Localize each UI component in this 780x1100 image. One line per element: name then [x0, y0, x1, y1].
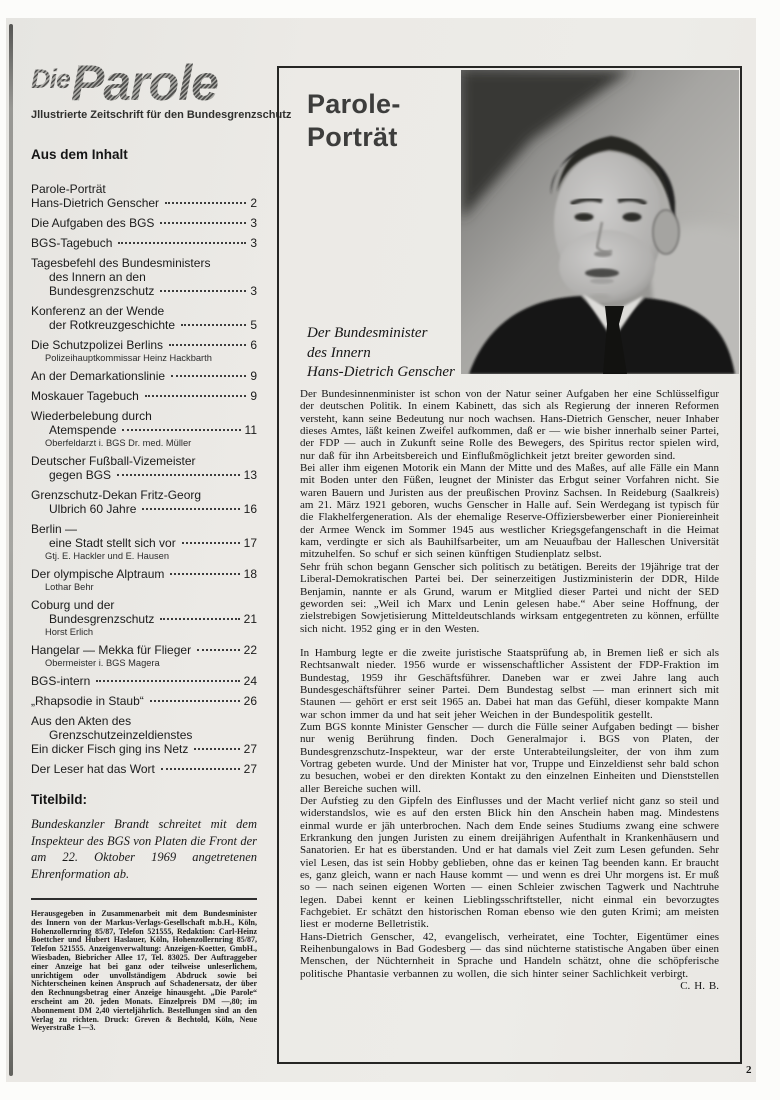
logo-parole: Parole: [71, 55, 218, 111]
article-paragraph: Der Bundesinnenminister ist schon von der Natur seiner Aufgaben her eine Schlüsselfigur der deutschen Politik. In einem Kabinett, das sich als Regierung der inneren Reformen versteht, kann seine Bedeutung nur noch wachsen. Hans-Dietrich Genscher, neuer Inhaber dieses Amtes, läßt keinen Zweifel aufkommen, daß er — wie bisher innerhalb seiner Partei, der FDP — auch in Zukunft seine Rolle des Bewegers, des Spiritus rector spielen wird, nur daß für ihn Arbeitsbereich und Einflußmöglichkeit jetzt breiter geworden sind.: [300, 388, 719, 462]
article-title-line2: Porträt: [307, 122, 398, 152]
toc-entry: [31, 369, 257, 383]
toc-entry-author: Gtj. E. Hackler und E. Hausen: [45, 551, 170, 561]
dot-leader: [170, 573, 239, 575]
magazine-logo: [31, 55, 292, 121]
article-paragraph: Hans-Dietrich Genscher, 42, evangelisch, verheiratet, eine Tochter, Eigentümer eines Reihenbungalows in Bad Godesberg — das sind nüchterne statistische Angaben über einen Menschen, der Nüchternheit in Sprache und Handeln schätzt, ohne die schöpferische politische Phantasie verbannen zu wollen, die sich hinter seiner Sachlichkeit verbirgt. C. H. B.: [300, 930, 719, 993]
toc-entry-line: Ulbrich 60 Jahre 16: [49, 502, 257, 516]
toc-entry: [31, 338, 257, 363]
toc-entry-line: Konferenz an der Wende: [31, 304, 165, 318]
toc-heading: Aus dem Inhalt: [31, 147, 128, 162]
dot-leader: [182, 542, 240, 544]
article-paragraph: Zum BGS konnte Minister Genscher — durch die Fülle seiner Aufgaben bedingt — bisher nur wenig Berührung finden. Doch Generalmajor i. BGS von Platen, der Bundesgrenzschutz-Inspekteur, war der erste Unterabteilungsleiter, der von ihm zum Vortrag gebeten wurde. Und der Minister hat vor, Truppe und Einzeldienst sehr bald schon zu besuchen, wobei er den direkten Kontakt zu den einzelnen Einheiten und Dienststellen aller Bereiche suchen will.: [300, 720, 719, 795]
toc-entry: [31, 598, 257, 637]
toc-page-number: 3: [250, 236, 257, 250]
toc-page-number: 11: [244, 423, 257, 437]
toc-entry: [31, 409, 257, 448]
toc-entry-line: der Rotkreuzgeschichte 5: [49, 318, 257, 332]
toc-entry-line: gegen BGS 13: [49, 468, 257, 482]
toc-page-number: 22: [243, 643, 257, 657]
toc-page-number: 13: [243, 468, 257, 482]
article-paragraph: Sehr früh schon begann Genscher sich politisch zu betätigen. Bereits der 19jährige trat der Liberal-Demokratischen Partei bei. Der seinerzeitigen Justizministerin der DDR, Hilde Benjamin, nannte er als Grund, warum er Mitglied dieser Partei und nicht der SED geworden sei: „Weil ich Marx und Lenin gelesen habe.“ Aber seine Hoffnung, der zielstrebigen Sowjetisierung Mitteldeutschlands wirksam entgegentreten zu können, erfüllte sich nicht. 1952 ging er in den Westen.: [300, 560, 719, 635]
toc-entry-line: Die Aufgaben des BGS 3: [31, 216, 257, 230]
article-paragraph: In Hamburg legte er die zweite juristische Staatsprüfung ab, in Bremen ließ er sich als Rechtsanwalt nieder. 1956 wurde er wissenschaftlicher Assistent der FDP-Fraktion im Bundestag, 1959 ihr Geschäftsführer. Daneben war er zwei Jahre lang auch Bundesgeschäftsführer seiner Partei. Dem Bundestag selbst — man erinnert sich mit Staunen — gehört er erst seit 1965 an. Dabei hat man das Gefühl, dieser kompakte Mann war schon immer da und hat seit jeher Weichen in der Bundespolitik gestellt.: [300, 646, 719, 721]
toc-page-number: 21: [243, 612, 257, 626]
page-number: 2: [746, 1064, 752, 1076]
toc-entry-line: An der Demarkationslinie 9: [31, 369, 257, 383]
titelbild-heading: Titelbild:: [31, 792, 87, 807]
dot-leader: [165, 202, 246, 204]
toc-entry-line: Aus den Akten des: [31, 714, 132, 728]
dot-leader: [160, 222, 246, 224]
toc-entry-line: Grenzschutzeinzeldienstes: [49, 728, 193, 742]
toc-entry-line: Bundesgrenzschutz 3: [49, 284, 257, 298]
toc-entry: [31, 674, 257, 688]
toc-list: [31, 182, 257, 776]
left-column: [31, 55, 292, 1033]
dot-leader: [96, 680, 239, 682]
toc-entry-author: Oberfeldarzt i. BGS Dr. med. Müller: [45, 438, 192, 448]
dot-leader: [160, 290, 246, 292]
toc-entry-author: Polizeihauptkommissar Heinz Hackbarth: [45, 353, 212, 363]
toc-entry-line: BGS-intern 24: [31, 674, 257, 688]
toc-entry: [31, 389, 257, 403]
logo-subtitle: Jllustrierte Zeitschrift für den Bundesgrenzschutz: [31, 109, 292, 121]
toc-entry-line: Der olympische Alptraum 18: [31, 567, 257, 581]
dot-leader: [161, 768, 240, 770]
article-body: [300, 388, 719, 993]
dot-leader: [197, 649, 240, 651]
toc-entry: [31, 182, 257, 210]
article-box: [277, 66, 742, 1064]
toc-entry-line: Ein dicker Fisch ging ins Netz 27: [31, 742, 257, 756]
caption-line1: Der Bundesminister: [307, 325, 428, 341]
toc-entry: [31, 522, 257, 561]
dot-leader: [117, 474, 240, 476]
toc-page-number: 16: [243, 502, 257, 516]
dot-leader: [169, 344, 246, 346]
caption-line2: des Innern: [307, 344, 371, 361]
author-signature: C. H. B.: [680, 980, 719, 993]
toc-entry-line: Moskauer Tagebuch 9: [31, 389, 257, 403]
toc-page-number: 18: [243, 567, 257, 581]
toc-entry: [31, 714, 257, 756]
toc-entry-line: eine Stadt stellt sich vor 17: [49, 536, 257, 550]
toc-page-number: 6: [250, 338, 257, 352]
toc-entry: [31, 304, 257, 332]
toc-entry: [31, 488, 257, 516]
toc-entry: [31, 643, 257, 668]
toc-entry-line: Tagesbefehl des Bundesministers: [31, 256, 211, 270]
toc-entry-line: „Rhapsodie in Staub“ 26: [31, 694, 257, 708]
toc-entry-line: des Innern an den: [49, 270, 146, 284]
toc-entry: [31, 567, 257, 592]
toc-entry: [31, 216, 257, 230]
article-paragraph: Der Aufstieg zu den Gipfeln des Einflusses und der Macht verlief nicht ganz so steil und widerstandslos, wie es auf den ersten Blick hin den Anschein haben mag. Mindestens einmal wurde er jäh unterbrochen. Nach dem Ende seines Studiums zwang eine schwere Erkrankung den jungen Juristen zu einem dreijährigen Aufenthalt in Krankenhäusern und Sanatorien. Er hat es überstanden. Und er hat damals viel Zeit zum Lesen gefunden. Sehr viel Lesen, das ist sein Hobby geblieben, ohne das er keinen Tag beenden kann. Er braucht es, ganz gleich, wann er nach Hause kommt — und wenn es drei Uhr morgens ist. Er muß so — nach seinen eigenen Worten — einen Schleier zwischen Tagwerk und Nachtruhe legen. Dabei kennt er keinen Lieblingsschriftsteller, nicht einmal ein bevorzugtes Fachgebiet. Er schätzt den historischen Roman ebenso wie den guten Krimi; am meisten liest er moderne Belletristik.: [300, 795, 719, 931]
toc-entry-line: Parole-Porträt: [31, 182, 106, 196]
toc-entry-line: Die Schutzpolizei Berlins 6: [31, 338, 257, 352]
photo-caption: [307, 324, 467, 383]
article-title: [307, 88, 401, 154]
toc-page-number: 24: [243, 674, 257, 688]
caption-line3: Hans-Dietrich Genscher: [307, 364, 455, 380]
dot-leader: [171, 375, 246, 377]
toc-entry: [31, 694, 257, 708]
toc-entry-line: Berlin —: [31, 522, 78, 536]
page-scan: [6, 18, 756, 1082]
toc-page-number: 3: [250, 284, 257, 298]
titelbild-section: [31, 792, 257, 882]
toc-entry-line: Wiederbelebung durch: [31, 409, 152, 423]
dot-leader: [145, 395, 246, 397]
toc-entry: [31, 256, 257, 298]
toc-entry-line: Grenzschutz-Dekan Fritz-Georg: [31, 488, 202, 502]
toc-entry-line: Hans-Dietrich Genscher 2: [31, 196, 257, 210]
toc-entry-line: BGS-Tagebuch 3: [31, 236, 257, 250]
toc-page-number: 9: [250, 369, 257, 383]
toc-page-number: 27: [243, 742, 257, 756]
dot-leader: [122, 429, 240, 431]
toc-entry-line: Hangelar — Mekka für Flieger 22: [31, 643, 257, 657]
toc-entry-line: Deutscher Fußball-Vizemeister: [31, 454, 196, 468]
toc-entry: [31, 454, 257, 482]
toc-page-number: 27: [243, 762, 257, 776]
genscher-portrait-photo: [461, 70, 739, 374]
toc-page-number: 3: [250, 216, 257, 230]
toc-entry-author: Horst Erlich: [45, 627, 94, 637]
toc-entry-line: Atemspende 11: [49, 423, 257, 437]
toc-entry-line: Bundesgrenzschutz 21: [49, 612, 257, 626]
toc-entry-author: Obermeister i. BGS Magera: [45, 658, 160, 668]
dot-leader: [150, 700, 240, 702]
toc-page-number: 26: [243, 694, 257, 708]
toc-page-number: 17: [243, 536, 257, 550]
toc-page-number: 2: [250, 196, 257, 210]
dot-leader: [194, 748, 239, 750]
toc-page-number: 5: [250, 318, 257, 332]
logo-die: Die: [31, 64, 71, 94]
dot-leader: [142, 508, 239, 510]
dot-leader: [118, 242, 246, 244]
article-title-line1: Parole-: [307, 89, 401, 119]
toc-entry-author: Lothar Behr: [45, 582, 94, 592]
toc-entry: [31, 762, 257, 776]
toc-entry: [31, 236, 257, 250]
toc-entry-line: Coburg und der: [31, 598, 115, 612]
article-paragraph: Bei aller ihm eigenen Motorik ein Mann der Mitte und des Maßes, auf alle Fälle ein Mann mit Boden unter den Füßen, leugnet der Minister das Erbgut seiner Vorfahren nicht. Sie waren Bauern und Juristen aus der preußischen Provinz Sachsen. In Reideburg (Saalkreis) am 21. März 1921 geboren, wuchs Genscher in Halle auf. Sein Werdegang ist typisch für die Flakhelfergeneration. Als der ehemalige Reserve-Offiziersbewerber einer Pioniereinheit der Armee Wenck im Sommer 1945 aus westlicher Kriegsgefangenschaft in die Heimat kam, verdingte er sich als Bauhilfsarbeiter, um am Neuaufbau der Halleschen Universität mitzuhelfen. So schuf er sich seinen künftigen Studienplatz selbst.: [300, 462, 719, 561]
titelbild-text: Bundeskanzler Brandt schreitet mit dem Inspekteur des BGS von Platen die Front der am 22. Oktober 1969 angetretenen Ehrenformation ab.: [31, 817, 257, 881]
toc-entry-line: Der Leser hat das Wort 27: [31, 762, 257, 776]
spine-shadow: [9, 24, 13, 1076]
toc-page-number: 9: [250, 389, 257, 403]
imprint-divider: [31, 898, 257, 900]
dot-leader: [181, 324, 246, 326]
dot-leader: [160, 618, 239, 620]
imprint-text: Herausgegeben in Zusammenarbeit mit dem Bundesminister des Innern von der Markus-Verlags-Gesellschaft m.b.H., Köln, Hohenzollernring 85/87, Telefon 521555, Redaktion: Carl-Heinz Boettcher und Hubert Haslauer, Köln, Hohenzollernring 85/87, Telefon 521555. Anzeigenverwaltung: Anzeigen-Koetter, GmbH., Wiesbaden, Biebricher Allee 17, Tel. 83025. Der Auftraggeber einer Anzeige hat bei ganz oder teilweise unleserlichem, unrichtigem oder unvollständigem Abdruck sowie bei Nichterscheinen keinen Anspruch auf Schadenersatz, der über den Rechnungsbetrag einer Anzeige hinausgeht. „Die Parole“ erscheint am 20. jeden Monats. Einzelpreis DM —,80; im Abonnement DM 2,40 vierteljährlich. Bestellungen sind an den Verlag zu richten. Druck: Greven & Bechtold, Köln, Neue Weyerstraße 1—3.: [31, 909, 257, 1033]
